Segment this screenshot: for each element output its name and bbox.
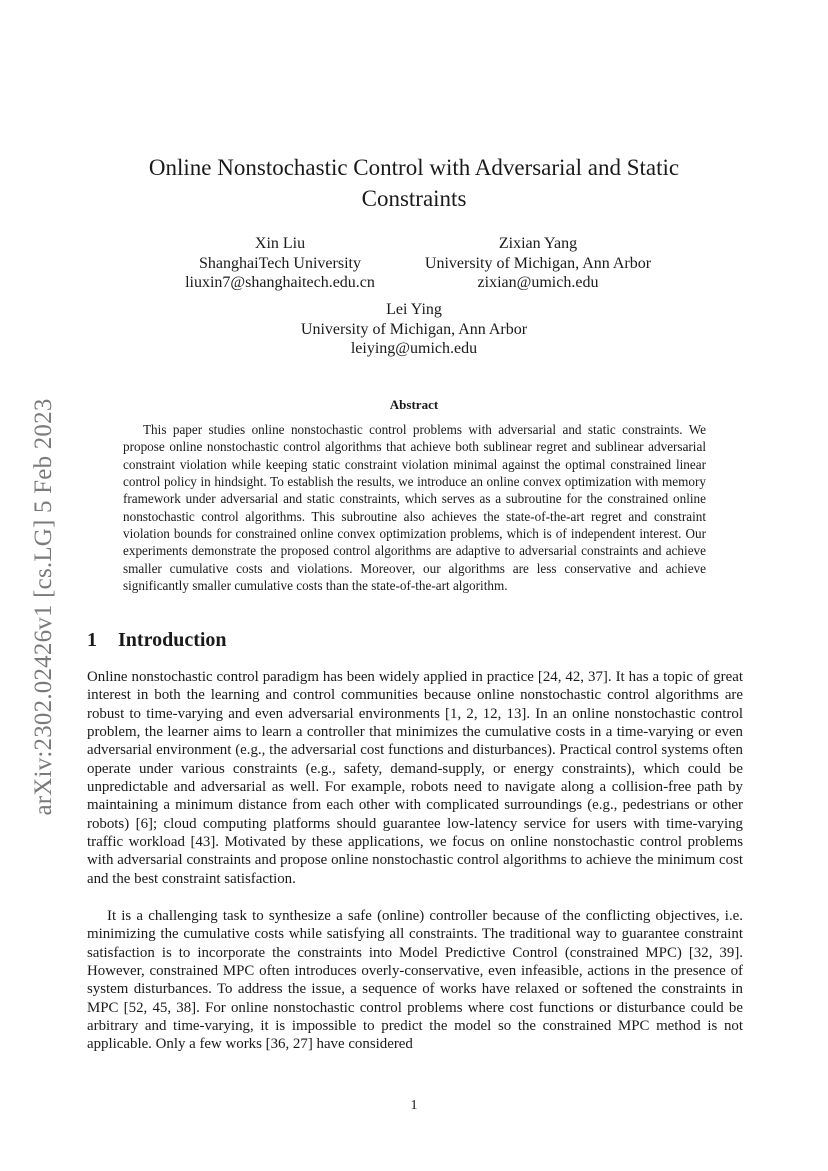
author-name: Xin Liu <box>254 235 306 252</box>
abstract-heading: Abstract <box>389 397 439 412</box>
author-affiliation: University of Michigan, Ann Arbor <box>424 254 652 272</box>
author-block <box>264 300 564 359</box>
abstract-body: This paper studies online nonstochastic control problems with adversarial and static constraints. We propose online nonstochastic control algorithms that achieve both sublinear regret and sublinear adversarial constraint violation while keeping static constraint violation minimal against the optimal constrained linear control policy in hindsight. To establish the results, we introduce an online convex optimization with memory framework under adversarial and static constraints, which serves as a subroutine for the constrained online nonstochastic control algorithms. This subroutine also achieves the state-of-the-art regret and constraint violation bounds for constrained online convex optimization problems, which is of independent interest. Our experiments demonstrate the proposed control algorithms are adaptive to adversarial constraints and achieve smaller cumulative costs and violations. Moreover, our algorithms are less conservative and achieve significantly smaller cumulative costs than the state-of-the-art algorithm. <box>123 422 706 594</box>
author-name: Zixian Yang <box>498 235 578 252</box>
author-affiliation: ShanghaiTech University <box>199 254 361 272</box>
author-name: Lei Ying <box>386 301 442 318</box>
section-heading <box>87 629 227 652</box>
paper-title: Online Nonstochastic Control with Adversarial and Static Constraints <box>148 155 680 211</box>
author-affiliation: University of Michigan, Ann Arbor <box>300 320 528 338</box>
author-block <box>400 234 676 293</box>
body-paragraph: Online nonstochastic control paradigm has been widely applied in practice [24, 42, 37]. It has a topic of great interest in both the learning and control communities because online nonstochastic control algorithms are robust to time-varying and even adversarial environments [1, 2, 12, 13]. In an online nonstochastic control problem, the learner aims to learn a controller that minimizes the cumulative costs in a time-varying or even adversarial environment (e.g., the adversarial cost functions and disturbances). Practical control systems often operate under various constraints (e.g., safety, demand-supply, or energy constraints), which could be unpredictable and adversarial as well. For example, robots need to navigate along a collision-free path by maintaining a minimum distance from each other with complicated surroundings (e.g., pedestrians or other robots) [6]; cloud computing platforms should guarantee low-latency service for users with time-varying traffic workload [43]. Motivated by these applications, we focus on online nonstochastic control problems with adversarial constraints and propose online nonstochastic control algorithms to achieve the minimum cost and the best constraint satisfaction. <box>87 669 743 887</box>
author-email: leiying@umich.edu <box>350 340 478 357</box>
section-number: 1 <box>87 629 97 651</box>
page-number: 1 <box>410 1098 418 1113</box>
author-email: liuxin7@shanghaitech.edu.cn <box>185 274 375 291</box>
arxiv-sidebar <box>26 372 62 842</box>
arxiv-identifier: arXiv:2302.02426v1 [cs.LG] 5 Feb 2023 <box>30 398 57 816</box>
author-email: zixian@umich.edu <box>477 274 599 291</box>
body-paragraph: It is a challenging task to synthesize a safe (online) controller because of the conflicting objectives, i.e. minimizing the cumulative costs while satisfying all constraints. The traditional way to guarantee constraint satisfaction is to incorporate the constraints into Model Predictive Control (constrained MPC) [32, 39]. However, constrained MPC often introduces overly-conservative, even infeasible, actions in the presence of system disturbances. To address the issue, a sequence of works have relaxed or softened the constraints in MPC [52, 45, 38]. For online nonstochastic control problems where cost functions or disturbance could be arbitrary and time-varying, it is impossible to predict the model so the constrained MPC method is not applicable. Only a few works [36, 27] have considered <box>87 908 743 1053</box>
author-block <box>150 234 410 293</box>
section-title: Introduction <box>118 629 227 651</box>
